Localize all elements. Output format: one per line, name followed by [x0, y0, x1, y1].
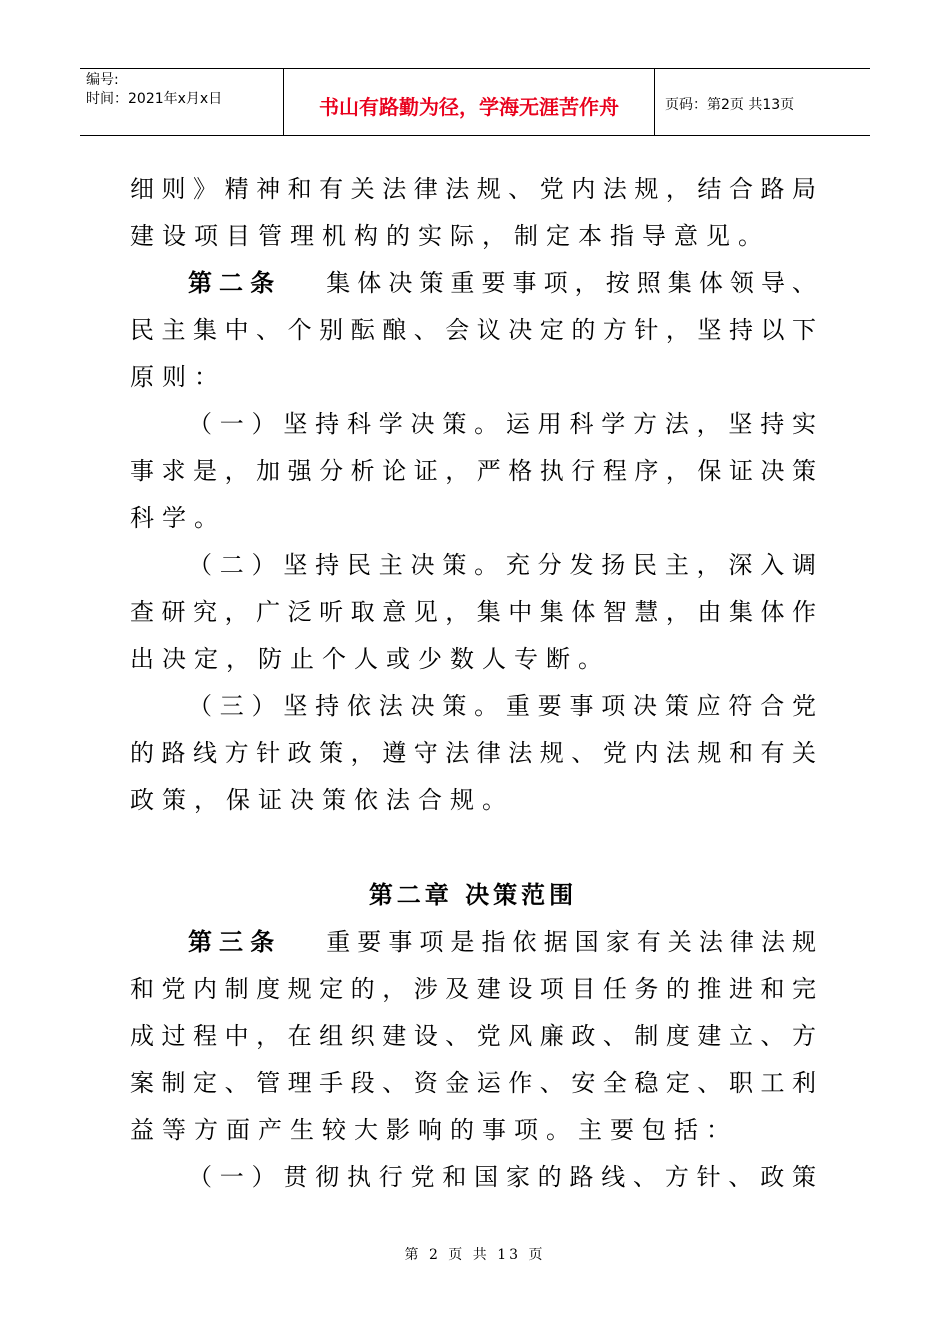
text-line: 民主集中、个别酝酿、会议决定的方针，坚持以下 — [130, 316, 816, 344]
text-line: 益等方面产生较大影响的事项。主要包括： — [130, 1116, 738, 1144]
time-label: 时间：2021年x月x日 — [86, 91, 223, 107]
document-body — [130, 166, 816, 1201]
text-line: 细则》精神和有关法律法规、党内法规，结合路局 — [130, 175, 816, 203]
page-code-text: 页码：第2页 共13页 — [665, 97, 795, 113]
text-line: （三）坚持依法决策。重要事项决策应符合党 — [188, 692, 816, 720]
article-3-text: 重要事项是指依据国家有关法律法规 — [319, 928, 816, 956]
chapter-title: 第二章 决策范围 — [368, 881, 578, 909]
header-meta — [80, 69, 283, 135]
number-label: 编号: — [86, 72, 119, 88]
page-header — [80, 68, 870, 136]
text-line: 建设项目管理机构的实际，制定本指导意见。 — [130, 222, 770, 250]
section-gap — [130, 824, 816, 872]
text-line: （一）坚持科学决策。运用科学方法，坚持实 — [188, 410, 816, 438]
text-line: 成过程中，在组织建设、党风廉政、制度建立、方 — [130, 1022, 816, 1050]
text-line: （二）坚持民主决策。充分发扬民主，深入调 — [188, 551, 816, 579]
text-line: 查研究，广泛听取意见，集中集体智慧，由集体作 — [130, 598, 816, 626]
article-2-label: 第二条 — [188, 269, 282, 297]
text-line: 的路线方针政策，遵守法律法规、党内法规和有关 — [130, 739, 816, 767]
text-line: （一）贯彻执行党和国家的路线、方针、政策 — [188, 1163, 816, 1191]
text-line: 出决定，防止个人或少数人专断。 — [130, 645, 610, 673]
article-3-line — [130, 919, 816, 966]
text-line: 科学。 — [130, 504, 226, 532]
header-motto — [283, 69, 655, 135]
text-line: 案制定、管理手段、资金运作、安全稳定、职工利 — [130, 1069, 816, 1097]
page-footer — [0, 1244, 950, 1264]
text-line: 政策，保证决策依法合规。 — [130, 786, 514, 814]
motto-text: 书山有路勤为径，学海无涯苦作舟 — [319, 94, 619, 119]
article-2-text: 集体决策重要事项，按照集体领导、 — [319, 269, 816, 297]
text-line: 事求是，加强分析论证，严格执行程序，保证决策 — [130, 457, 816, 485]
text-line: 原则： — [130, 363, 226, 391]
header-page-code — [655, 69, 870, 135]
article-3-label: 第三条 — [188, 928, 282, 956]
text-line: 和党内制度规定的，涉及建设项目任务的推进和完 — [130, 975, 816, 1003]
footer-page-number: 第 2 页 共 13 页 — [404, 1247, 546, 1263]
article-2-line — [130, 260, 816, 307]
